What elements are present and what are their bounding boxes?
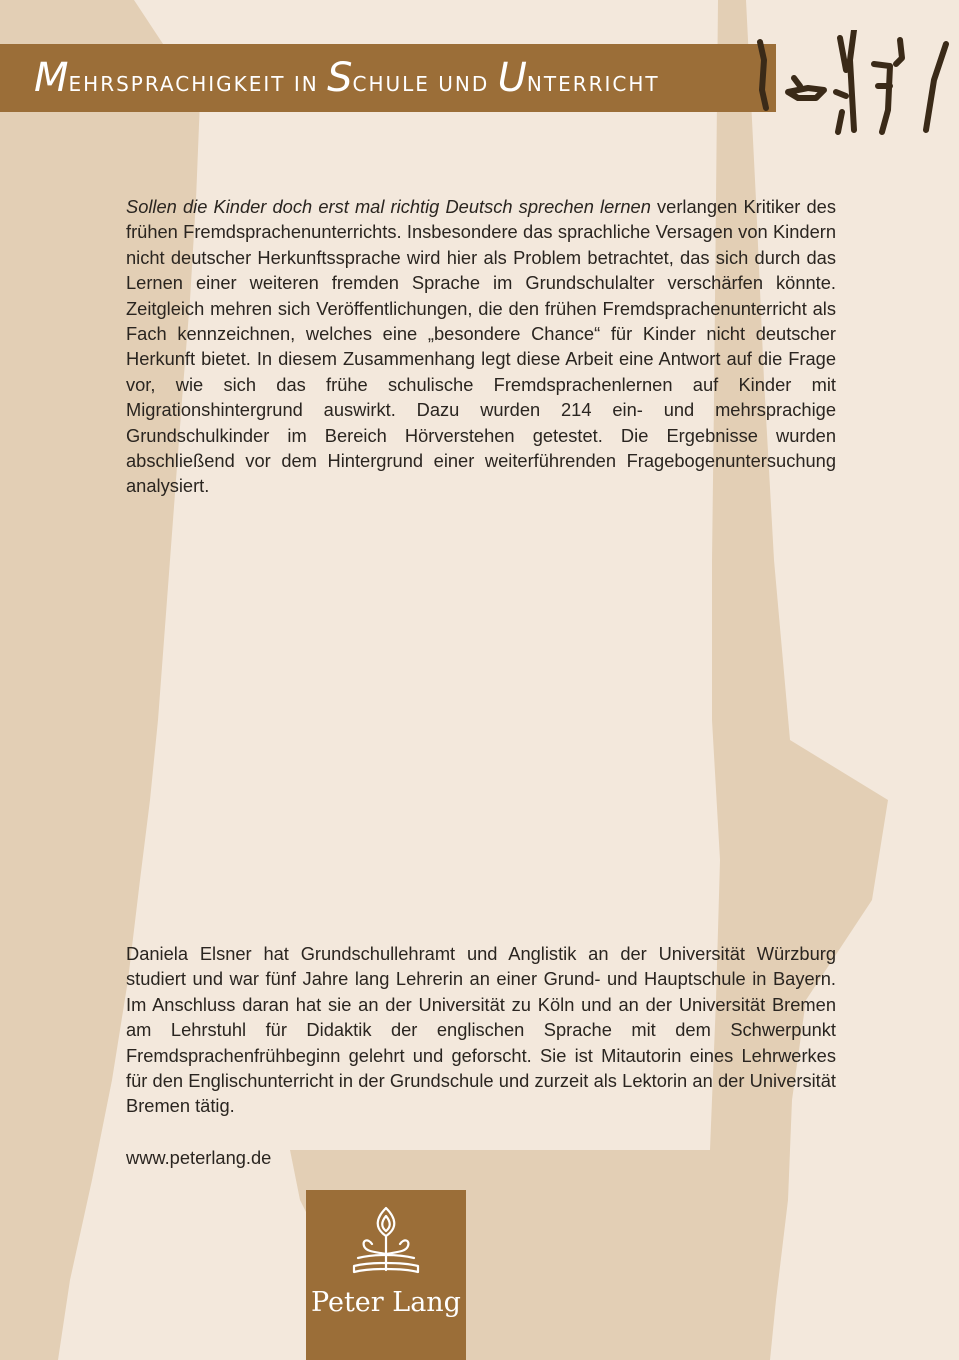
blurb-text <box>126 194 836 499</box>
series-title-initial-3: U <box>497 55 527 101</box>
series-title-part-2: CHULE UND <box>352 72 498 96</box>
publisher-logo <box>306 1190 466 1360</box>
series-title-initial-1: M <box>34 55 69 101</box>
blurb-body: verlangen Kritiker des frühen Fremdsprachenunterrichts. Insbesondere das sprachliche Versagen von Kindern nicht deutscher Herkunftssprache wird hier als Problem betrachtet, das sich durch das Lernen einer weiteren fremden Sprache im Grundschulalter verschärfen könnte. Zeitgleich mehren sich Veröffentlichungen, die den frühen Fremdsprachenunterricht als Fach kennzeichnen, welches eine „besondere Chance“ für Kinder nicht deutscher Herkunft bietet. In diesem Zusammenhang legt diese Arbeit eine Antwort auf die Frage vor, wie sich das frühe schulische Fremdsprachenlernen auf Kinder mit Migrationshintergrund auswirkt. Dazu wurden 214 ein- und mehrsprachige Grundschulkinder im Bereich Hörverstehen getestet. Die Ergebnisse wurden abschließend vor dem Hintergrund einer weiterführenden Fragebogenuntersuchung analysiert. <box>126 196 836 497</box>
publisher-name: Peter Lang <box>311 1287 461 1318</box>
series-title-part-3: NTERRICHT <box>526 72 660 96</box>
author-bio: Daniela Elsner hat Grundschullehramt und Anglistik an der Universität Würzburg studiert und war fünf Jahre lang Lehrerin an einer Grund- und Hauptschule in Bayern. Im Anschluss daran hat sie an der Universität zu Köln und an der Universität Bremen am Lehrstuhl für Didaktik der englischen Sprache mit dem Schwerpunkt Fremdsprachenfrühbeginn gelehrt und geforscht. Sie ist Mitautorin eines Lehrwerkes für den Englischunterricht in der Grundschule und zurzeit als Lektorin an der Universität Bremen tätig. <box>126 943 836 1117</box>
series-title-part-1: EHRSPRACHIGKEIT IN <box>68 72 328 96</box>
peter-lang-emblem-icon <box>346 1204 426 1290</box>
primitive-glyphs-icon <box>750 30 950 140</box>
publisher-url[interactable]: www.peterlang.de <box>126 1147 272 1168</box>
blurb-italic-lead: Sollen die Kinder doch erst mal richtig Deutsch sprechen lernen <box>126 196 651 217</box>
series-title <box>34 55 660 104</box>
series-title-initial-2: S <box>327 55 353 101</box>
